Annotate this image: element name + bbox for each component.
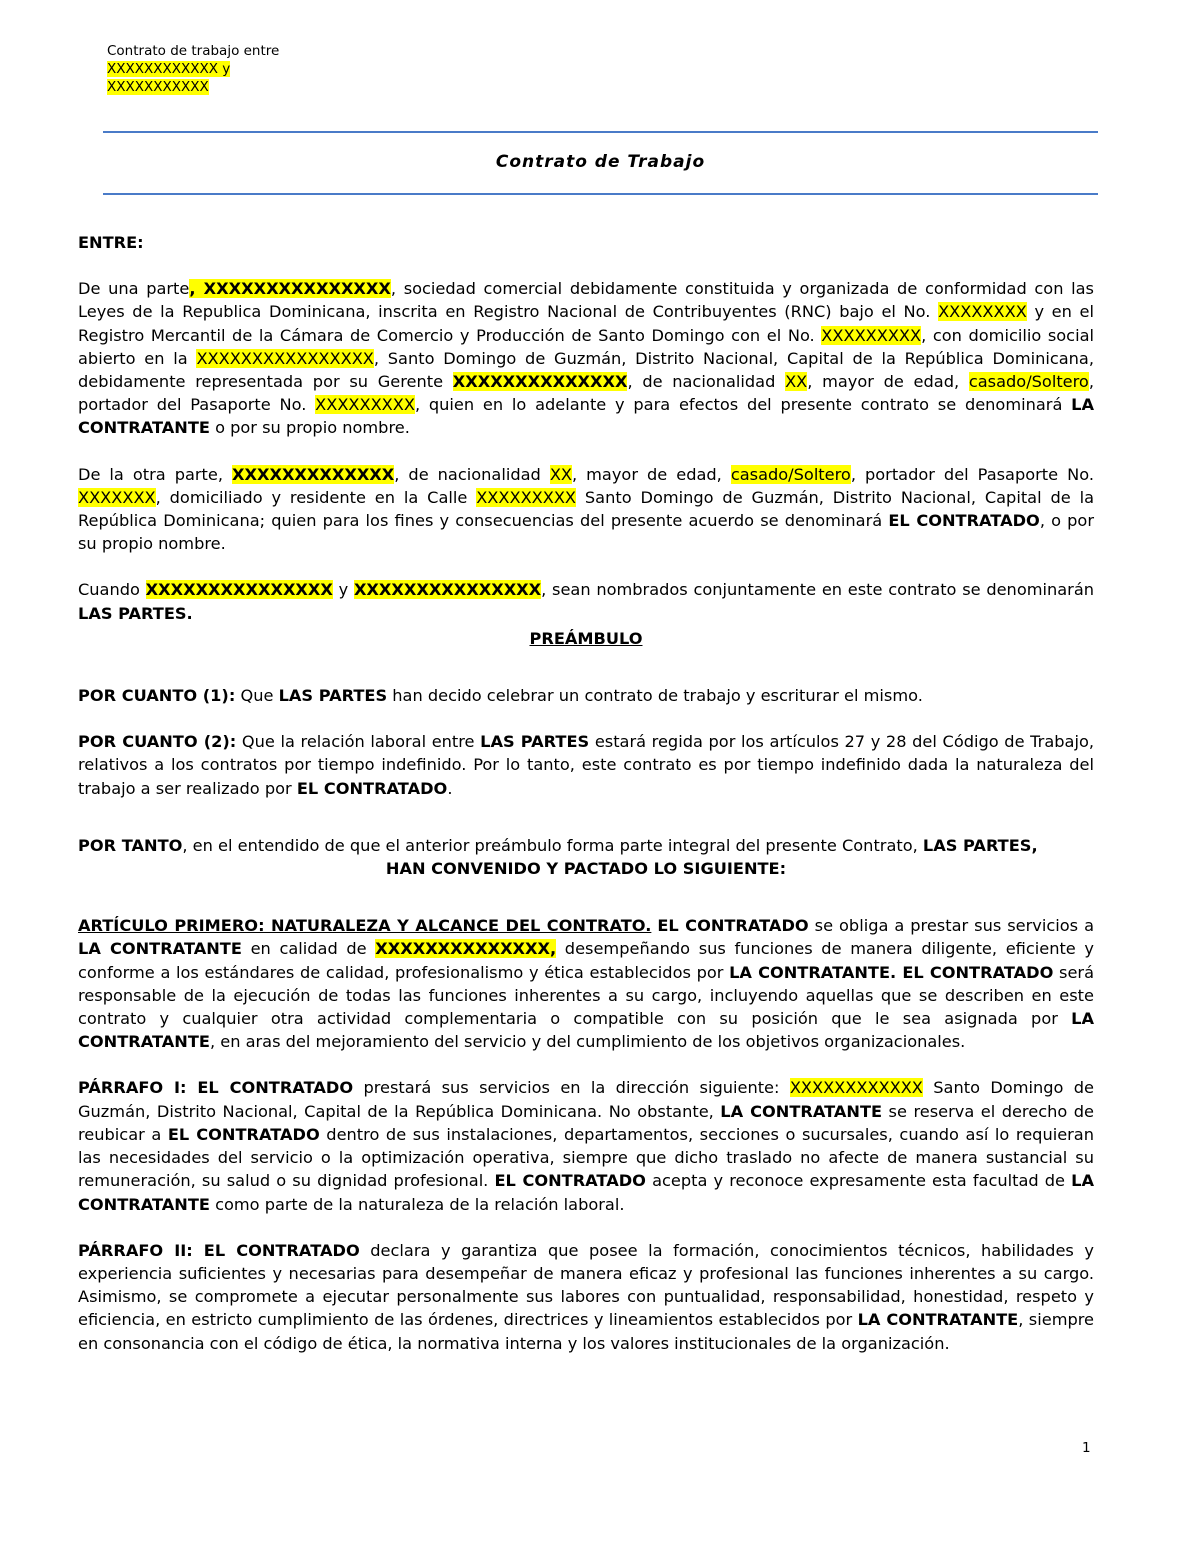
page-header (107, 42, 507, 96)
parrafo-2: PÁRRAFO II: EL CONTRATADO declara y garantiza que posee la formación, conocimientos técnicos, habilidades y experiencia suficientes y necesarias para desempeñar de manera eficaz y profesional las funciones inherentes a su cargo. Asimismo, se compromete a ejecutar personalmente sus labores con puntualidad, responsabilidad, honestidad, respeto y eficiencia, en estricto cumplimiento de las órdenes, directrices y lineamientos establecidos por LA CONTRATANTE, siempre en consonancia con el código de ética, la normativa interna y los valores institucionales de la organización. (78, 1240, 1094, 1353)
por-tanto: POR TANTO, en el entendido de que el anterior preámbulo forma parte integral del presente Contrato, LAS PARTES, (78, 835, 1038, 855)
entre-heading: ENTRE: (78, 233, 144, 252)
paragraph-las-partes: Cuando XXXXXXXXXXXXXXX y XXXXXXXXXXXXXXX, sean nombrados conjuntamente en este contrato se denominarán LAS PARTES. (78, 580, 1094, 623)
por-cuanto-2: POR CUANTO (2): Que la relación laboral entre LAS PARTES estará regida por los artículos 27 y 28 del Código de Trabajo, relativos a los contratos por tiempo indefinido. Por lo tanto, este contrato es por tiempo indefinido dada la naturaleza del trabajo a ser realizado por EL CONTRATADO. (78, 732, 1094, 798)
articulo-primero: ARTÍCULO PRIMERO: NATURALEZA Y ALCANCE DEL CONTRATO. EL CONTRATADO se obliga a prestar sus servicios a LA CONTRATANTE en calidad de XXXXXXXXXXXXXX, desempeñando sus funciones de manera diligente, eficiente y conforme a los estándares de calidad, profesionalismo y ética establecidos por LA CONTRATANTE. EL CONTRATADO será responsable de la ejecución de todas las funciones inherentes a su cargo, incluyendo aquellas que se describen en este contrato y cualquier otra actividad complementaria o compatible con su posición que le sea asignada por LA CONTRATANTE, en aras del mejoramiento del servicio y del cumplimiento de los objetivos organizacionales. (78, 916, 1095, 1052)
paragraph-contratado: De la otra parte, XXXXXXXXXXXXX, de nacionalidad XX, mayor de edad, casado/Soltero, portador del Pasaporte No. XXXXXXX, domiciliado y residente en la Calle XXXXXXXXX Santo Domingo de Guzmán, Distrito Nacional, Capital de la República Dominicana; quien para los fines y consecuencias del presente acuerdo se denominará EL CONTRATADO, o por su propio nombre. (78, 464, 1094, 554)
header-line-3: XXXXXXXXXXX (107, 79, 209, 95)
document-body (78, 231, 1094, 1378)
header-line-1: Contrato de trabajo entre (107, 43, 280, 59)
top-rule (103, 131, 1098, 133)
por-cuanto-1: POR CUANTO (1): Que LAS PARTES han decido celebrar un contrato de trabajo y escriturar el mismo. (78, 686, 923, 706)
paragraph-contratante: De una parte, XXXXXXXXXXXXXXX, sociedad comercial debidamente constituida y organizada de conformidad con las Leyes de la Republica Dominicana, inscrita en Registro Nacional de Contribuyentes (RNC) bajo el No. XXXXXXXX y en el Registro Mercantil de la Cámara de Comercio y Producción de Santo Domingo con el No. XXXXXXXXX, con domicilio social abierto en la XXXXXXXXXXXXXXXX, Santo Domingo de Guzmán, Distrito Nacional, Capital de la República Dominicana, debidamente representada por su Gerente XXXXXXXXXXXXXX, de nacionalidad XX, mayor de edad, casado/Soltero, portador del Pasaporte No. XXXXXXXXX, quien en lo adelante y para efectos del presente contrato se denominará LA CONTRATANTE o por su propio nombre. (78, 279, 1094, 438)
bottom-rule (103, 193, 1098, 195)
parrafo-1: PÁRRAFO I: EL CONTRATADO prestará sus servicios en la dirección siguiente: XXXXXXXXXXXX Santo Domingo de Guzmán, Distrito Nacional, Capital de la República Dominicana. No obstante, LA CONTRATANTE se reserva el derecho de reubicar a EL CONTRATADO dentro de sus instalaciones, departamentos, secciones o sucursales, cuando así lo requieran las necesidades del servicio o la optimización operativa, siempre que dicho traslado no afecte de manera sustancial su remuneración, su salud o su dignidad profesional. EL CONTRATADO acepta y reconoce expresamente esta facultad de LA CONTRATANTE como parte de la naturaleza de la relación laboral. (78, 1078, 1094, 1214)
page-number: 1 (1082, 1440, 1091, 1456)
preambulo-heading: PREÁMBULO (529, 628, 643, 648)
document-title: Contrato de Trabajo (495, 152, 706, 172)
header-line-2: XXXXXXXXXXXX y (107, 61, 231, 77)
convenido-heading: HAN CONVENIDO Y PACTADO LO SIGUIENTE: (385, 859, 787, 879)
